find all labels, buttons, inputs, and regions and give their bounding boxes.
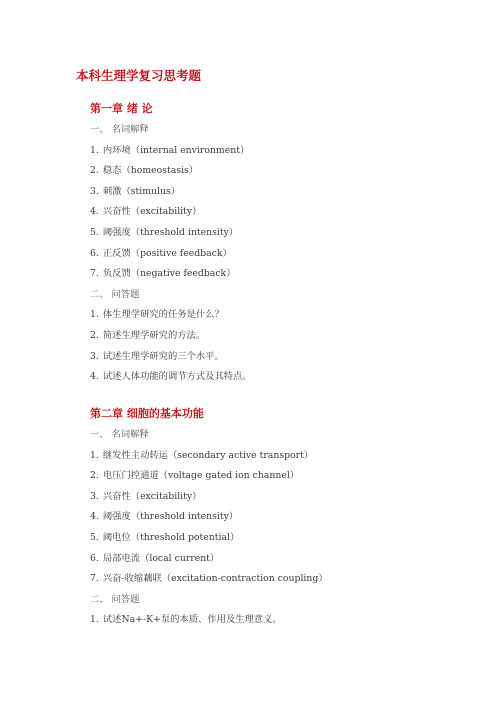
list-item bbox=[90, 528, 470, 549]
item-number: 7. bbox=[90, 573, 99, 585]
item-number: 3. bbox=[90, 185, 99, 197]
item-number: 4. bbox=[90, 511, 99, 523]
item-number: 1. bbox=[90, 309, 99, 321]
item-text: 体生理学研究的任务是什么？ bbox=[102, 309, 224, 321]
item-number: 1. bbox=[90, 449, 99, 461]
item-number: 3. bbox=[90, 350, 99, 362]
list-item bbox=[90, 446, 470, 467]
list-item bbox=[90, 347, 470, 368]
item-text: 简述生理学研究的方法。 bbox=[102, 329, 206, 341]
chapter-2 bbox=[90, 404, 470, 631]
list-item bbox=[90, 610, 470, 631]
chapter-heading: 第二章 细胞的基本功能 bbox=[90, 407, 204, 420]
item-number: 5. bbox=[90, 226, 99, 238]
list-item bbox=[90, 182, 470, 203]
list-item bbox=[90, 161, 470, 182]
list-item bbox=[90, 141, 470, 162]
list-item bbox=[90, 487, 470, 508]
list-item bbox=[90, 244, 470, 265]
list-item bbox=[90, 202, 470, 223]
item-text: 兴奋性（excitability） bbox=[102, 490, 202, 502]
item-text: 局部电流（local current） bbox=[102, 552, 220, 564]
item-number: 2. bbox=[90, 329, 99, 341]
item-number: 1. bbox=[90, 614, 99, 626]
item-text: 试述生理学研究的三个水平。 bbox=[102, 350, 224, 362]
item-text: 试述人体功能的调节方式及其特点。 bbox=[102, 371, 252, 383]
item-number: 6. bbox=[90, 552, 99, 564]
item-number: 4. bbox=[90, 206, 99, 218]
list-item bbox=[90, 549, 470, 570]
chapter-1 bbox=[90, 99, 470, 388]
item-text: 内环境（internal environment） bbox=[102, 144, 250, 156]
document-title: 本科生理学复习思考题 bbox=[76, 68, 202, 83]
list-item bbox=[90, 466, 470, 487]
item-text: 稳态（homeostasis） bbox=[102, 165, 199, 177]
item-number: 5. bbox=[90, 531, 99, 543]
item-text: 阈强度（threshold intensity） bbox=[102, 226, 239, 238]
section-title: 二、 问答题 bbox=[90, 593, 140, 605]
item-text: 兴奋性（excitability） bbox=[102, 206, 202, 218]
item-number: 1. bbox=[90, 144, 99, 156]
item-text: 电压门控通道（voltage gated ion channel） bbox=[102, 470, 300, 482]
list-item bbox=[90, 326, 470, 347]
list-item bbox=[90, 569, 470, 590]
item-number: 3. bbox=[90, 490, 99, 502]
item-text: 阈强度（threshold intensity） bbox=[102, 511, 239, 523]
list-item bbox=[90, 507, 470, 528]
section-title: 二、 问答题 bbox=[90, 288, 140, 300]
chapter-heading: 第一章 绪 论 bbox=[90, 102, 153, 115]
item-text: 试述Na+-K+泵的本质、作用及生理意义。 bbox=[102, 614, 282, 626]
item-text: 兴奋-收缩藕联（excitation-contraction coupling） bbox=[102, 573, 328, 585]
item-number: 2. bbox=[90, 165, 99, 177]
item-text: 刺激（stimulus） bbox=[102, 185, 181, 197]
item-text: 阈电位（threshold potential） bbox=[102, 531, 240, 543]
item-number: 7. bbox=[90, 268, 99, 280]
item-number: 2. bbox=[90, 470, 99, 482]
list-item bbox=[90, 223, 470, 244]
list-item bbox=[90, 367, 470, 388]
item-text: 继发性主动转运（secondary active transport） bbox=[102, 449, 314, 461]
item-text: 正反馈（positive feedback） bbox=[102, 247, 232, 259]
item-number: 4. bbox=[90, 371, 99, 383]
item-text: 负反馈（negative feedback） bbox=[102, 268, 236, 280]
item-number: 6. bbox=[90, 247, 99, 259]
section-title: 一、 名词解释 bbox=[90, 429, 149, 440]
list-item bbox=[90, 305, 470, 326]
list-item bbox=[90, 264, 470, 285]
section-title: 一、 名词解释 bbox=[90, 124, 149, 135]
